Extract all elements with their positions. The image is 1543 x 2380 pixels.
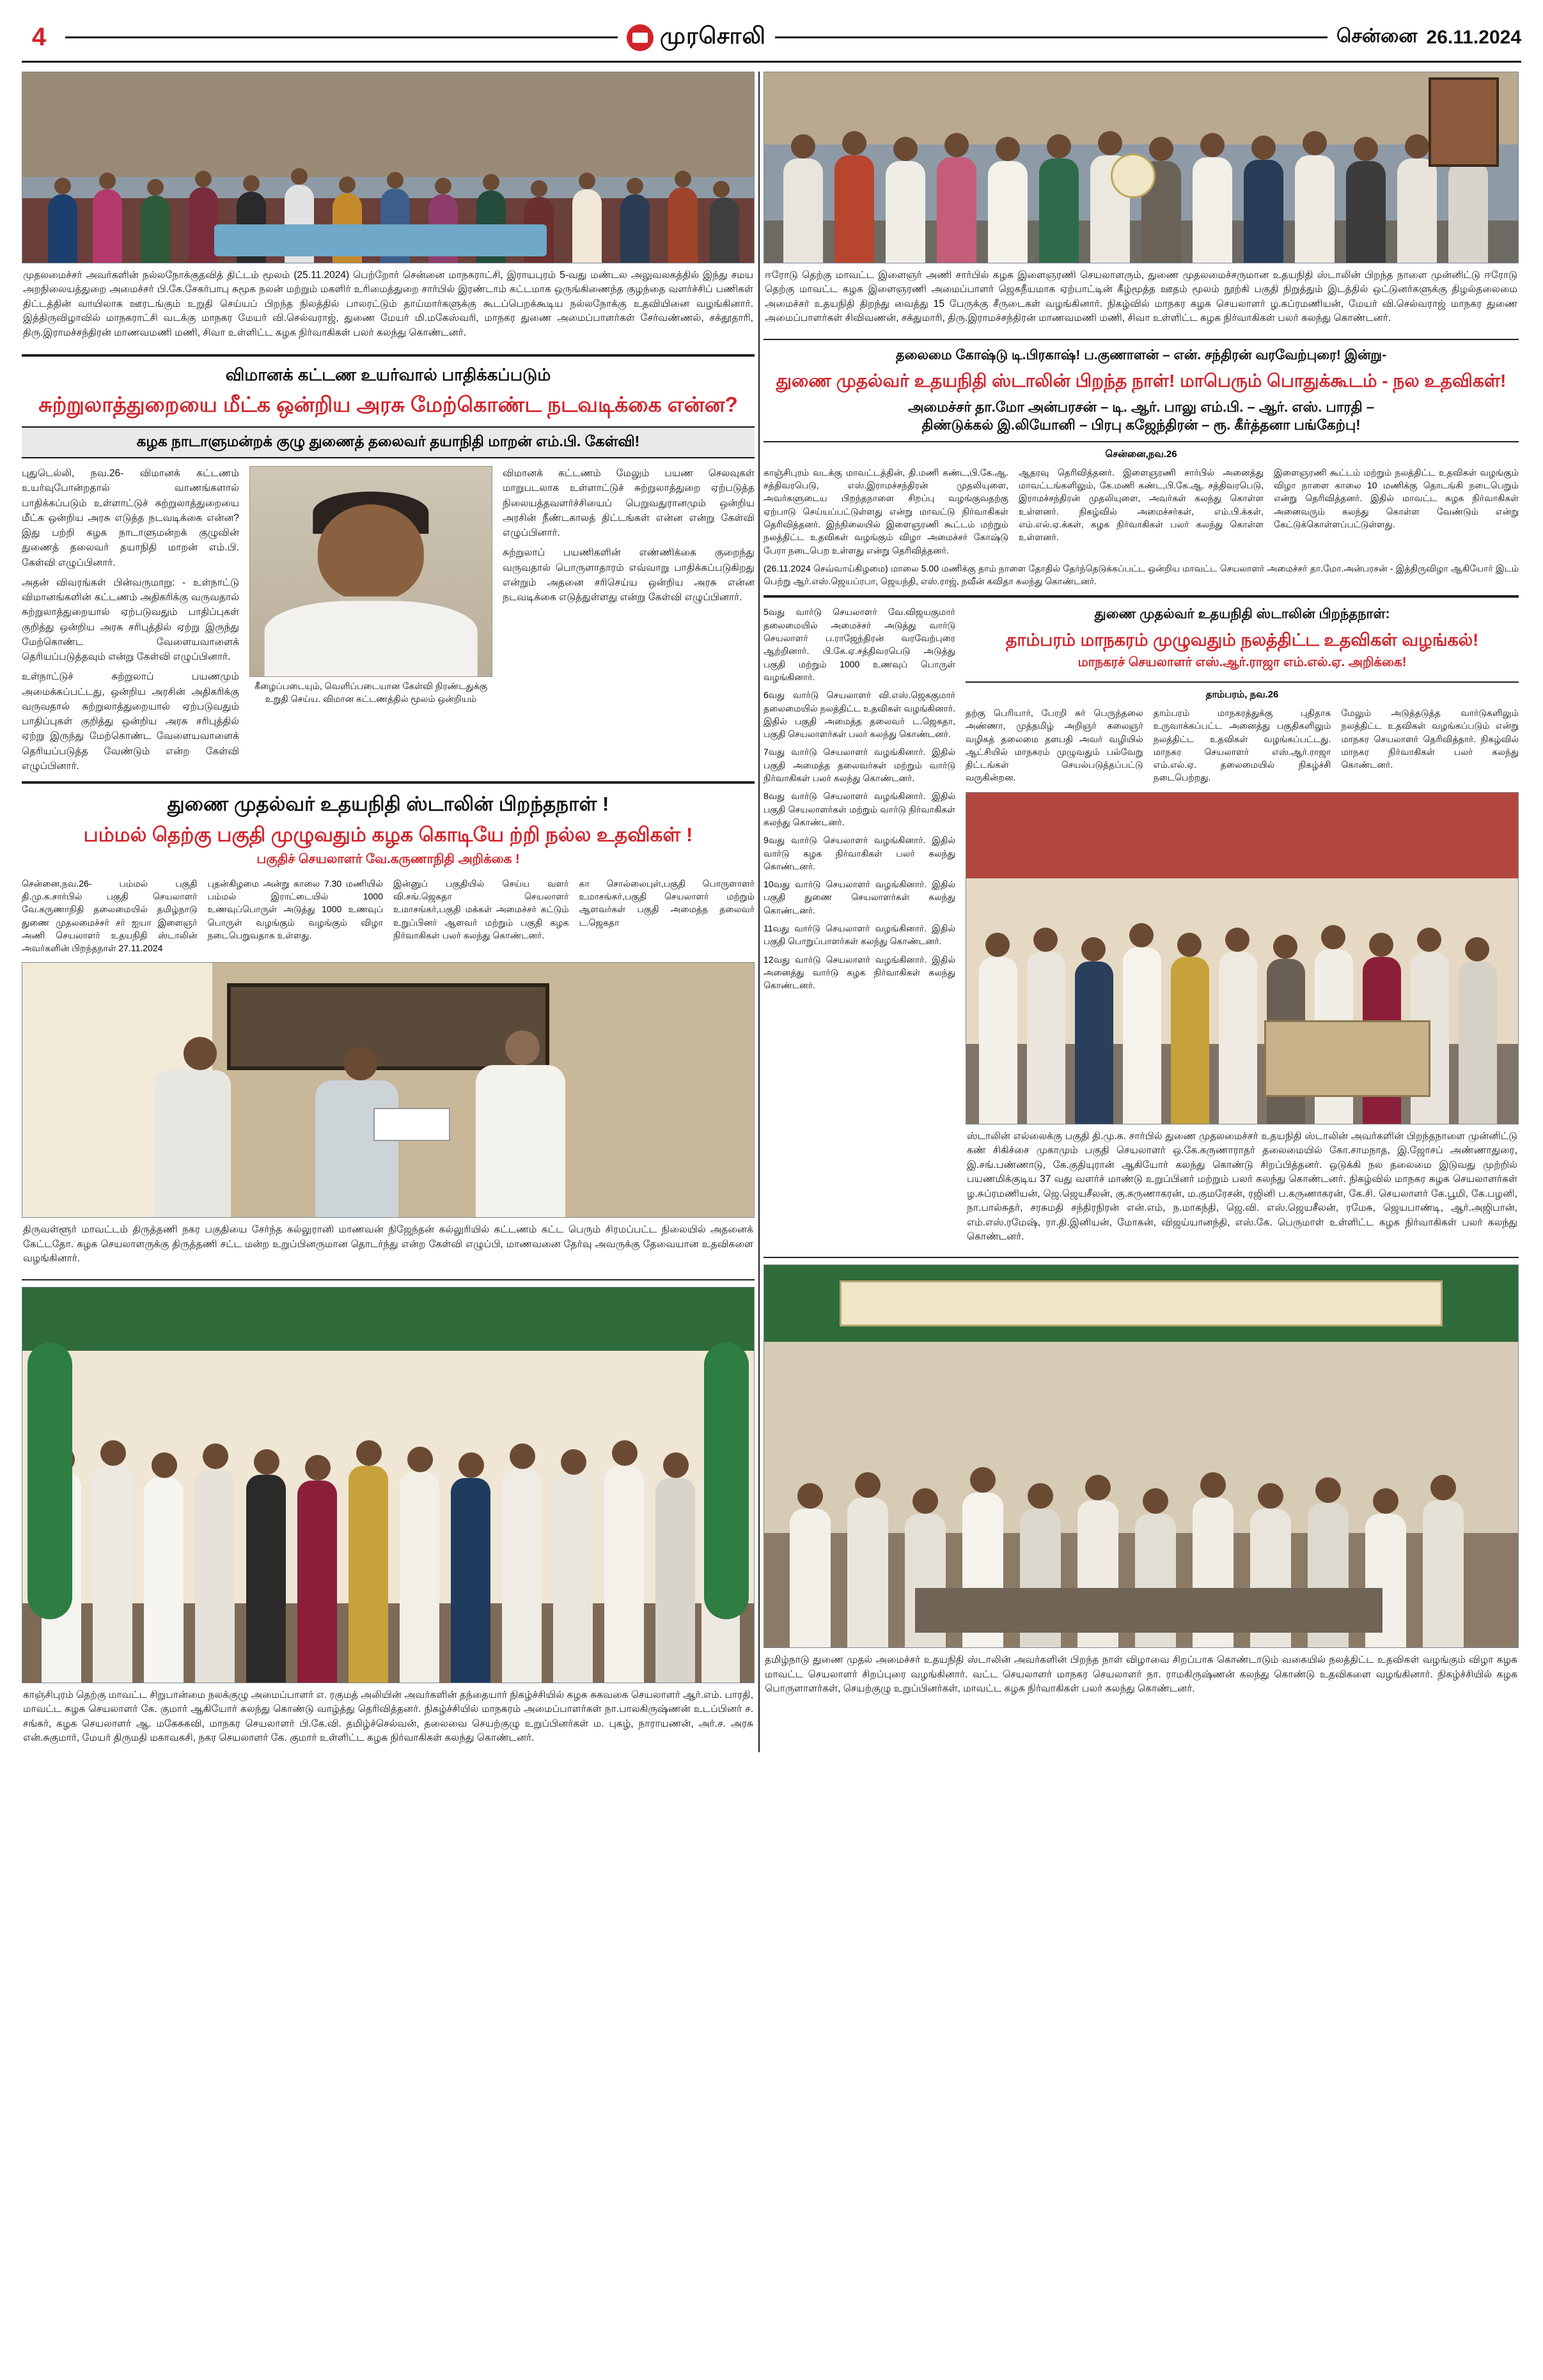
- article2-overline: துணை முதல்வர் உதயநிதி ஸ்டாலின் பிறந்தநாள் !: [167, 793, 609, 816]
- divider-3: [22, 1279, 755, 1280]
- paper-name: முரசொலி: [659, 22, 766, 49]
- page-number: 4: [31, 23, 47, 51]
- article-r2-byline: மாநகரச் செயலாளர் எஸ்.ஆர்.ராஜா எம்.எல்.ஏ. அறிக்கை!: [1077, 655, 1407, 669]
- article-r1-subhead-1: அமைச்சர் தா.மோ அன்பரசன் – டி. ஆர். பாலு எம்.பி. – ஆர். எஸ். பாரதி –: [907, 398, 1374, 415]
- article-r2-main: [966, 605, 1519, 1250]
- photo-baby-kit-distribution: [22, 72, 755, 263]
- article-r1-col-3: இளைஞரணி கூட்டம் மற்றும் நலத்திட்ட உதவிகள் வழங்கும் விழா நாளை காலை 10 மணிக்கு தொடங்கி நடைபெறும் என்று தெரிவித்தனர். இதில் மாவட்ட கழக நிர்வாகிகள் அனைவரும் கலந்து கொள்ள வேண்டும் என்று கேட்டுக்கொள்ளப்பட்டுள்ளது.: [1274, 467, 1519, 529]
- ward-item: 11வது வார்டு செயலாளர் வழங்கினார். இதில் பகுதி பொறுப்பாளர்கள் கலந்து கொண்டனர்.: [764, 923, 955, 947]
- divider-r5: [764, 1257, 1519, 1258]
- divider-r3: [764, 595, 1519, 598]
- article1-subhead: கழக நாடாளுமன்றக் குழு துணைத் தலைவர் தயாநிதி மாறன் எம்.பி. கேள்வி!: [22, 426, 755, 458]
- article-r1-subhead-2: திண்டுக்கல் இ.லியோனி – பிரபு கஜேந்திரன் – ரூ. கீர்த்தனா பங்கேற்பு!: [921, 417, 1361, 433]
- portrait-dayanidhi-maran: [249, 466, 492, 677]
- article2-col-1: சென்னை,நவ.26- பம்மல் பகுதி தி.மு.க.சார்பில் பகுதி செயலாளர் வே.கருணாநிதி தலைமையில் தமிழ்நாடு துணை முதலமைச்சர் சர் ஐயா இளைஞர் அணி செயலாளர் உதயநிதி ஸ்டாலின் அவர்களின் பிறந்தநாள் 27.11.2024: [22, 878, 198, 954]
- article1-para-2: அதன் விவரங்கள் பின்வருமாறு: - உள்நாட்டு விமானங்களின் கட்டணம் அதிகரிக்கு வருவதால் சுற்றுலாத்துறையால் ஏற்படுவதும் பாதிப்புகள் குறித்து ஒன்றிய அரசு சரிபுத்தில் ஏற்று இருந்து மேற்கொண்ட வேளையவாளைக் தெரியப்படுத்தவும் என்று கேள்வி எழுப்பினார்.: [22, 577, 239, 663]
- article2-col-2: புதன்கிழமை அன்று காலை 7.30 மணியில் பம்மல் இராட்டையில் 1000 உணவுப்பொருள் அடுத்து 1000 உணவுப் பொருள் வழங்கும் வழங்கும் விழா நடைபெறுவதாக உள்ளது.: [207, 878, 383, 940]
- article1-overline: விமானக் கட்டண உயர்வால் பாதிக்கப்படும்: [225, 365, 551, 385]
- photo-indoor-meeting: [764, 1264, 1519, 1648]
- article-r1-kicker: தலைமை கோஷ்டு டி.பிரகாஷ்! ப.குணாளன் – என். சந்திரன் வரவேற்புரை! இன்று-: [895, 347, 1387, 362]
- portrait-caption: கீழைப்படையும், வெளிப்படையான கேள்வி நிரண்டதுக்கு உறுதி செய்ய. விமான கட்டணத்தில் மூலம் ஒன்றியம்: [254, 681, 488, 704]
- ward-item: 10வது வார்டு செயலாளர் வழங்கினார். இதில் பகுதி துணை செயலாளர்கள் கலந்து கொண்டனர்.: [764, 879, 955, 915]
- article-r2-body: [966, 706, 1519, 784]
- article-r1-headline: துணை முதல்வர் உதயநிதி ஸ்டாலின் பிறந்த நாள்! மாபெரும் பொதுக்கூடம் - நல உதவிகள்!: [776, 371, 1507, 391]
- article1-para-1: புதுடெல்லி, நவ.26- விமானக் கட்டணம் உயர்வுபோன்றதால் வாணங்களால் பாதிக்கப்படும் உள்ளாட்டுச் சுற்றுலாத்துறையை மீட்க ஒன்றிய அரசு எடுத்த நடவடிக்கை என்ன? இது பற்றி கழக நாடாளுமன்றக் குழுவின் துணைத் தலைவர் தயாநிதி மாறன் எம்.பி. கேள்வி எழுப்பினார்.: [22, 468, 239, 568]
- article-r2-place-date: தாம்பரம், நவ.26: [1205, 688, 1279, 700]
- article-r2-col-1: தற்கு பெரியார், பேரறி சுர் பெருந்தலை அண்ணா, முத்தமிழ் அறிஞர் கலைஞர் வழிகத் தலைமை தளபதி அவர் வழியில் ஆட்சியில் மாநகரம் முழுவதும் பல்வேறு திட்டங்கள் செயல்படுத்தப்பட்டு வருகின்றன.: [966, 707, 1143, 783]
- right-column: [764, 72, 1519, 1752]
- divider-r1: [764, 339, 1519, 340]
- column-divider: [758, 72, 760, 1752]
- article-r1-body: [764, 466, 1519, 557]
- article-r1-col-2: ஆதரவு தெரிவித்தனர். இளைஞரணி சார்பில் அனைத்து மாவட்டங்களிலும், கே.மணி கண்ட,பி.கே.ஆ. சத்திவரபெடு, இராமச்சந்திரன் முதலியுளை, அவர்கள் கலந்து கொள்ள உள்ளனர். நிகழ்வில் அமைச்சர்கள், எம்.பி.க்கள், எம்.எல்.ஏ.க்கள், கழக நிர்வாகிகள் பலர் கலந்து கொள்ள உள்ளனர்.: [1019, 467, 1264, 543]
- article2-body: [22, 877, 755, 955]
- photo-cheque-handover: [22, 962, 755, 1218]
- article2-headline: பம்மல் தெற்கு பகுதி முழுவதும் கழக கொடியே ற்றி நல்ல உதவிகள் !: [83, 823, 693, 846]
- article1-body: [22, 466, 755, 774]
- ward-item: 7வது வார்டு செயலாளர் வழங்கினார். இதில் பகுதி அமைத்த தலைவர்கள் மற்றும் வார்டு நிர்வாகிகள் பலர் கலந்து கொண்டனர்.: [764, 747, 955, 784]
- photo-caption-r3: தமிழ்நாடு துணை முதல் அமைச்சர் உதயநிதி ஸ்டாலின் அவர்களின் பிறந்த நாள் விழாவை சிறப்பாக கொண்டாடும் வகையில் நலத்திட்ட உதவிகள் வழங்கும் விழா கழக மாவட்ட செயலாளர் சிறப்புரை வழங்கினார். வட்ட செயலாளர் மாநகர செயலாளர் நா. ராமகிருஷ்ணன் கலந்து கொண்டு உதவிகளை வழங்கினார். நிகழ்ச்சியில் கழக பொருளாளர்கள், செயற்குழு உறுப்பினர்கள், மாவட்ட கழக நிர்வாகிகள் பலர் கலந்து கொண்டனர்.: [765, 1654, 1517, 1695]
- article-r2-kicker: துணை முதல்வர் உதயநிதி ஸ்டாலின் பிறந்தநாள்:: [1094, 607, 1390, 622]
- photo-caption-2: திருவள்ளூர் மாவட்டம் திருத்தணி நகர பகுதியை சேர்ந்த கல்லுரானி மாணவன் நிஜேந்தன் கல்லுரியில் கட்டணம் கட்ட பெரும் சிரமப்பட்ட நிலையில் அதனைக் கேட்டதோ. கழக செயலாளருக்கு திருத்தணி சட்ட மன்ற உறுப்பினருமான தொடர்ந்து என்ற கேள்வி எழுப்பி, மாணவனை தேர்வு அவருக்கு தேவையான உதவிகளை வழங்கினார்.: [23, 1224, 753, 1264]
- photo-welfare-distribution: [966, 792, 1519, 1124]
- divider-2: [22, 781, 755, 784]
- article1-headline: சுற்றுலாத்துறையை மீட்க ஒன்றிய அரசு மேற்கொண்ட நடவடிக்கை என்ன?: [38, 393, 738, 417]
- article-r2-col-3: மேலும் அடுத்தடுத்த வார்டுகளிலும் நலத்திட்ட உதவிகள் வழங்கப்படும் என்று மாநகர செயலாளர் தெரிவித்தார். நிகழ்வில் மாநகர நிர்வாகிகள் பலர் கலந்து கொண்டனர்.: [1341, 707, 1519, 770]
- page-body: [22, 72, 1521, 1752]
- article2-byline: பகுதிச் செயலாளர் வே.கருணாநிதி அறிக்கை !: [256, 852, 520, 866]
- article2-col-4: கா சொல்லைபுள்,பகுதி பொருளாளர் உமாசங்கர்,பகுதி செயலாளர் மற்றும் ஆளவர்கள் பகுதி அமைத்த தலைவர் ட.ஜெகதா: [579, 878, 755, 928]
- article1-para-5: சுற்றுலாப் பயணிகளின் எண்ணிக்கை குறைந்து வருவதால் பொருளாதாரம் எவ்வாறு பாதிக்கப்படுகிறது என்றும் அதனை சரிசெய்ய ஒன்றிய அரசு என்ன நடவடிக்கை எடுத்துள்ளது என்று கேள்வி எழுப்பினார்.: [503, 547, 755, 603]
- ward-item: 12வது வார்டு செயலாளர் வழங்கினார். இதில் அனைத்து வார்டு கழக நிர்வாகிகள் கலந்து கொண்டனர்.: [764, 954, 955, 991]
- photo-caption-r2: ஸ்டாலின் எல்லைக்கு பகுதி தி.மு.க. சார்பில் துணை முதலமைச்சர் உதயநிதி ஸ்டாலின் அவர்களின் பிறந்தநாளை முன்னிட்டு கண் சிகிச்சை முகாமும் பகுதி செயலாளர் ஒ.கே.கருணாராதர் தலைமையில் கோ.சாமநாத, இ.ஜோசப் அண்ணாதுரை, இ.சங்.பண்ணாடு, கே.குதியுரான் ஆகியோர் கலந்து கொண்டு சிறப்பித்தனர். ஒடுக்கி நல தலைமை இடுவது முற்றில் பயணமிக்குடிய 37 வது வளர்ச் மாண்டு உறுப்பினர் மற்றும் பலர் கலந்து கொண்டனர். நிகழ்வில் மாநகர கழக செயலாளர்கள் ழ.சுப்ரமணியன், ஜெ.ஜெயசீலன், கு.கருணாகரன், ம.குமரேசன், ரஜினி ப.கருணாகரன், கே.சி. செயலாளர் கே.பூமி, கே.பழனி, நா.பால்சுதர், சரசுமதி சந்திரநிரன் என்.எம், ந.மாகந்தி, ஜெ.வி. எஸ்.ஜெயசீலன், ரமேசு, ஜெயபாண்டி, ஆர்.அஜிபான், எம்.எஸ்.ரமேஷ், ரா.தி.இனியன், மோகன், விஜய்யானந்தி, எஸ்.கே. பெருமாள் உள்ளிட்ட கழக நிர்வாகிகள் பலர் கலந்து கொண்டனர்.: [967, 1130, 1517, 1242]
- photo-caption-3: காஞ்சிபுரம் தெற்கு மாவட்ட சிறுபான்மை நலக்குழு அமைப்பாளர் எ. ரகுமத் அலியின் அவர்களின் தந்தையார் நிகழ்ச்சியில் கழக சுகவகை செயலாளர் ஆர்.எம். பாரதி, மாவட்ட கழக செயலாளர் கே. குமார் ஆகியோர் கலந்து கொண்டு வாழ்த்து தெரிவித்தனர். நிகழ்ச்சியில் மாநகரம் அமைப்பாளர்கள் நா.பாலகிருஷ்ணன் உடப்பினர் ச. சங்கர், கழக செயலாளர் ஆ. மகேசுகவி, மாநகர செயலாளர் பி.கே.வி. தமிழ்ச்செல்வன், தலைவை செயற்குழு உறுப்பினர்கள் ம. புகழ், நாராயணன், அர்.ச. அரசு என்.சுகுமார், மேயர் திருமதி மகாவகசி, நகர செயலாளர் கே. குமார் உள்ளிட்ட கழக நிர்வாகிகள் கலந்து கொண்டனர்.: [23, 1689, 753, 1744]
- article-r1-place-date: சென்னை,நவ.26: [1105, 448, 1177, 460]
- divider-r2: [764, 441, 1519, 442]
- divider: [22, 354, 755, 357]
- edition-date: 26.11.2024: [1426, 26, 1522, 48]
- article-r2-headline: தாம்பரம் மாநகரம் முழுவதும் நலத்திட்ட உதவிகள் வழங்கல்!: [1005, 630, 1479, 649]
- article-r2-wards: [764, 605, 955, 1250]
- masthead-logo: [627, 22, 766, 52]
- photo-group-function: [22, 1287, 755, 1683]
- murasoli-emblem-icon: [627, 24, 654, 51]
- divider-r4: [966, 681, 1519, 683]
- article1-para-4: விமானக் கட்டணம் மேலும் பயண செலவுகள் மாறுபடலாக உள்ளாட்டுச் சுற்றுலாத்துறை ஏற்படுத்த நிலையத்தவளர்ச்சியைப் பெறுவதுரானமும் ஒன்றிய அரசின் நீண்டகாலத் திட்டங்கள் என்ன என்று கேள்வி எழுப்பினார்.: [503, 468, 755, 539]
- masthead-rule-right: [775, 36, 1328, 38]
- masthead: [22, 18, 1521, 63]
- ward-item: 9வது வார்டு செயலாளர் வழங்கினார். இதில் வார்டு கழக நிர்வாகிகள் பலர் கலந்து கொண்டனர்.: [764, 835, 955, 871]
- article2-col-3: இன்னுப் பகுதியில் செய்ய வளர் வி.சங்.ஜெகதா செயலாளர் உமாசங்கர்,பகுதி மக்கள் அமைச்சர் கட்டும் உறுப்பினர் ஆளவர் மற்றும் பகுதி கழக நிர்வாகிகள் பலர் கலந்து கொண்டனர்.: [393, 878, 569, 940]
- photo-caption-r1: ஈரோடு தெற்கு மாவட்ட இளைஞர் அணி சார்பில் கழக இளைஞரணி செயலாளரும், துணை முதலமைச்சருமான உதயநிதி ஸ்டாலின் பிறந்த நாளை முன்னிட்டு ஈரோடு தெற்கு மாவட்ட கழக இளைஞரணி அமைப்பாளர் ஜெகநீயமாக ஏற்பாட்டின் கீழ்மூத்த ஊதம் மூலம் நூற்கி பகுதி நிறுத்தும் இடத்தில் ஒட்டுனர்களுக்கு திழல்தலைமை அமைச்சர் உதயநிதி திறந்து வைத்து 15 பேருக்கு சீருடைகள் வழங்கினார். நிகழ்வில் மாநகர கழக செயலாளர் ழ.கப்ரமணியன், மேயர் வி.செல்வராஜ் மாநகர துணை அமைப்பாளர்கள் சிவிவணன், சக்துமாரி, திரு.இராமச்சந்திரன் மாணவமணி மணி, சிவா உள்ளிட்ட கழக நிர்வாகிகள் பலர் கலந்து கொண்டனர்.: [765, 270, 1517, 324]
- ward-item: 6வது வார்டு செயலாளர் வி.எஸ்.ஜெககுமார் தலைமையில் நலத்திட்ட உதவிகள் வழங்கினார். இதில் பகுதி அமைத்த தலைவர் ட.ஜெகதா, பகுதி செயலாளர்கள் பலர் கலந்து கொண்டனர்.: [764, 690, 955, 740]
- article-r2-col-2: தாம்பரம் மாநகரத்துக்கு புதிதாக உருவாக்கப்பட்ட அனைத்து பகுதிகளிலும் நலத்திட்ட உதவிகள் வழங்கப்பட்டது. மாநகர செயலாளர் எஸ்.ஆர்.ராஜா எம்.எல்.ஏ. தலைமையில் நிகழ்ச்சி நடைபெற்றது.: [1153, 707, 1331, 783]
- article-r2: [764, 605, 1519, 1250]
- photo-caption-1: முதலமைச்சர் அவர்களின் நல்லநோக்குதவித் திட்டம் மூலம் (25.11.2024) பெற்றோர் சென்னை மாநகராட்சி, இராயபுரம் 5-வது மண்டல அலுவலகத்தில் இந்து சமய அறநிலையத்துறை அமைச்சர் பி.கே.சேகர்பாபு சுமூக நலன் மற்றும் மகளிர் உரிமைத்துறை சார்பில் இரண்டாம் கட்டமாக ஒருங்கிணைந்த குழந்தை வளர்ச்சிப் பணிகள் திட்டத்தின் வாயிலாக ஊரடங்கும் உறுதி செய்யப் பிறந்த நிலத்தில் பாலரட்டும் தாய்மார்களுக்கு கூடப்பெறக்கூடிய நல்லநோக்கு உதவியினை வழங்கினார். இத்திருவிழாவில் மாநகராட்சி வடக்கு மாநகர மேயர் வி.செல்வராஜ், துணை மேயர் மி.மகேஸ்வரி, மாநகர துணை அமைப்பாளர்கள் சேர்வண்ணல், சக்தூதாரி, திரு.இராமச்சந்திரன் மாணவமணி மணி, சிவா உள்ளிட்ட கழக நிர்வாகிகள் பலர் கலந்து கொண்டனர்.: [23, 270, 754, 338]
- article1-para-3: உள்நாட்டுச் சுற்றுலாப் பயணமும் அமைக்கப்பட்டது, ஒன்றிய அரசின் அதிகரிக்கு வருவதால் சுற்றுலாத்துறையால் ஏற்படுவதும் பாதிப்புகள் குறித்து ஒன்றிய அரசு சரிபுத்தில் ஏற்று இருந்து மேற்கொண்ட வேளையவாளைக் தெரியப்படுத்த வேண்டும் என்ற கேள்வி எழுப்பினார்.: [22, 671, 239, 772]
- article-r1-col-1: காஞ்சிபுரம் வடக்கு மாவட்டத்தின், தி.மணி கண்ட,பி.கே.ஆ. சத்திவரபெடு, எஸ்.இராமச்சந்திரன் முதலியுளை, அவர்களுடைய பிறந்தநாளை சிறப்பு வழங்குவதற்கு ஏற்பாடு செய்யப்பட்டுள்ளது என்று மாவட்டு நிர்வாகிகள் தெரிவித்தனர். இந்நிலையில் இளைஞரணி கூட்டம் மற்றும் நலத்திட்ட உதவிகள் வழங்கும் விழா அமைச்சர் கோஷ்டு பேரா நடைபெற உள்ளது என்று தெரிவித்தனர்.: [764, 467, 1008, 556]
- photo-award-presentation: [764, 72, 1519, 263]
- masthead-rule-left: [65, 36, 618, 38]
- edition-name: சென்னை: [1336, 25, 1418, 47]
- article-r1-note: (26.11.2024 செவ்வாய்கிழமை) மாலை 5.00 மணிக்கு தாம் நாளை தோதில் தேர்ந்தெடுக்கப்பட்ட ஒன்றிய மாவட்ட செயலாளர் அமைச்சர் தா.மோ.அன்பரசன் - இத்திருவிழா ஆகியோர் இடம் பெற்று ஆர்.எஸ்.ஜெயப்ரபா, ஜெயந்தி, எஸ்.ராஜ், நவீன் கவிதா கலந்து கொண்டனர்.: [764, 563, 1519, 587]
- ward-item: 8வது வார்டு செயலாளர் வழங்கினார். இதில் பகுதி செயலாளர்கள் மற்றும் வார்டு நிர்வாகிகள் கலந்து கொண்டனர்.: [764, 791, 955, 827]
- left-column: [22, 72, 755, 1752]
- ward-item: 5வது வார்டு செயலாளர் வே.விஜயகுமார் தலைமையில் அமைச்சர் அடுத்து வார்டு செயலாளர் ப.ராஜேந்திரன் வரவேற்புரை ஆற்றினார். பி.கே.ஏ.சத்திவரபெடு அடுத்து பகுதி மற்றும் 1000 உணவுப் பொருள் வழங்கினார்.: [764, 607, 955, 682]
